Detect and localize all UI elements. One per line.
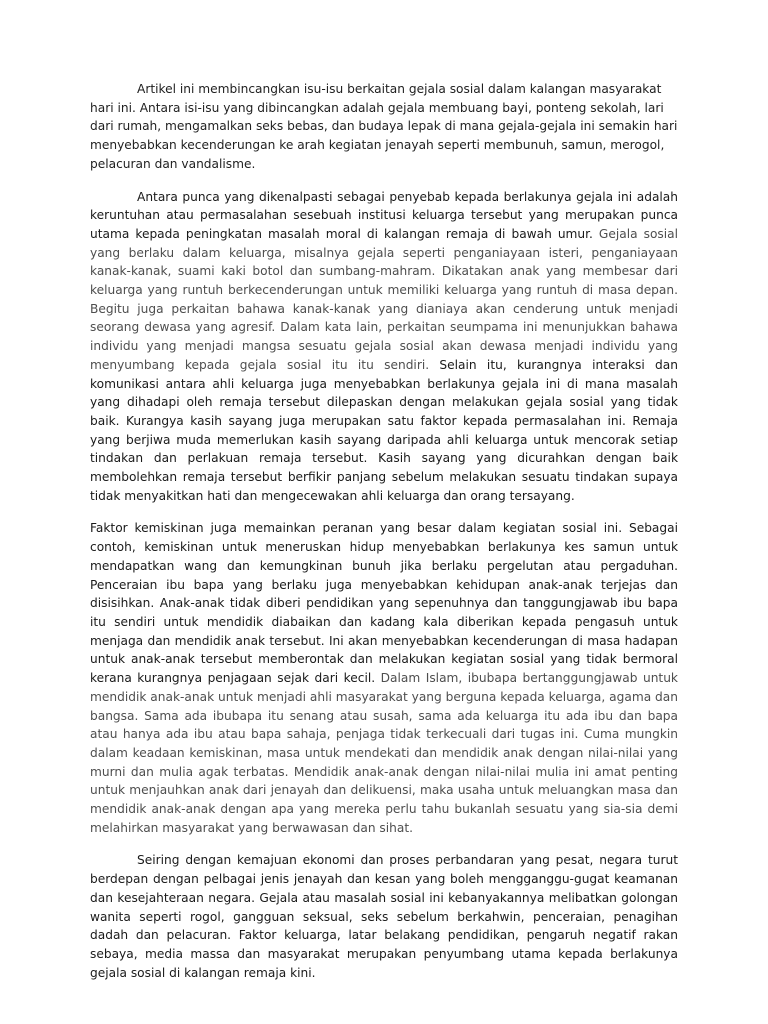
paragraph-text: Faktor kemiskinan juga memainkan peranan yang besar dalam kegiatan sosial ini. Sebagai contoh, kemiskinan untuk meneruskan hidup menyebabkan berlakunya kes samun untuk mendapatkan wang dan kemungkinan bunuh jika berlaku pergelutan atau pergaduhan. Penceraian ibu bapa yang berlaku juga menyebabkan kehidupan anak-anak terjejas dan disisihkan. Anak-anak tidak diberi pendidikan yang sepenuhnya dan tanggungjawab ibu bapa itu sendiri untuk mendidik diabaikan dan kadang kala diberikan kepada pengasuh untuk menjaga dan mendidik anak tersebut. Ini akan menyebabkan kecenderungan di masa hadapan untuk anak-anak tersebut memberontak dan melakukan kegiatan sosial yang tidak bermoral kerana kurangnya penjagaan sejak dari kecil. [90,521,678,686]
paragraph-family-causes [90,188,678,506]
paragraph-text: Antara punca yang dikenalpasti sebagai penyebab kepada berlakunya gejala ini adalah keruntuhan atau permasalahan sesebuah institusi keluarga tersebut yang merupakan punca utama kepada peningkatan masalah moral di kalangan remaja di bawah umur. [90,189,678,241]
paragraph-text-lighter: Dalam Islam, ibubapa bertanggungjawab untuk mendidik anak-anak untuk menjadi ahli masyarakat yang berguna kepada keluarga, agama dan bangsa. Sama ada ibubapa itu senang atau susah, sama ada keluarga itu ada ibu dan bapa atau hanya ada ibu atau bapa sahaja, penjaga tidak terkecuali dari tugas ini. Cuma mungkin dalam keadaan kemiskinan, masa untuk mendekati dan mendidik anak dengan nilai-nilai yang murni dan mulia agak terbatas. Mendidik anak-anak dengan nilai-nilai mulia ini amat penting untuk menjauhkan anak dari jenayah dan delikuensi, maka usaha untuk meluangkan masa dan mendidik anak-anak dengan apa yang mereka perlu tahu bukanlah sesuatu yang sia-sia demi melahirkan masyarakat yang berwawasan dan sihat. [90,671,678,835]
paragraph-introduction [90,80,678,174]
paragraph-poverty-factor [90,519,678,837]
paragraph-text-lighter: Gejala sosial yang berlaku dalam keluarga, misalnya gejala seperti penganiayaan isteri, penganiayaan kanak-kanak, suami kaki botol dan sumbang-mahram. Dikatakan anak yang membesar dari keluarga yang runtuh berkecenderungan untuk memiliki keluarga yang runtuh di masa depan. Begitu juga perkaitan bahawa kanak-kanak yang dianiaya akan cenderung untuk menjadi seorang dewasa yang agresif. Dalam kata lain, perkaitan seumpama ini menunjukkan bahawa individu yang menjadi mangsa sesuatu gejala sosial akan dewasa menjadi individu yang menyumbang kepada gejala sosial itu itu sendiri. [90,226,678,372]
paragraph-text: Artikel ini membincangkan isu-isu berkaitan gejala sosial dalam kalangan masyarakat hari ini. Antara isi-isu yang dibincangkan adalah gejala membuang bayi, ponteng sekolah, lari dari rumah, mengamalkan seks bebas, dan budaya lepak di mana gejala-gejala ini semakin hari menyebabkan kecenderungan ke arah kegiatan jenayah seperti membunuh, samun, merogol, pelacuran dan vandalisme. [90,82,678,171]
document-page [90,80,678,996]
paragraph-conclusion [90,851,678,982]
paragraph-text: Seiring dengan kemajuan ekonomi dan proses perbandaran yang pesat, negara turut berdepan dengan pelbagai jenis jenayah dan kesan yang boleh mengganggu-gugat keamanan dan kesejahteraan negara. Gejala atau masalah sosial ini kebanyakannya melibatkan golongan wanita seperti rogol, gangguan seksual, seks sebelum berkahwin, penceraian, penagihan dadah dan pelacuran. Faktor keluarga, latar belakang pendidikan, pengaruh negatif rakan sebaya, media massa dan masyarakat merupakan penyumbang utama kepada berlakunya gejala sosial di kalangan remaja kini. [90,853,678,980]
paragraph-text: Selain itu, kurangnya interaksi dan komunikasi antara ahli keluarga juga menyebabkan berlakunya gejala ini di mana masalah yang dihadapi oleh remaja tersebut dilepaskan dengan melakukan gejala sosial yang tidak baik. Kurangya kasih sayang juga merupakan satu faktor kepada permasalahan ini. Remaja yang berjiwa muda memerlukan kasih sayang daripada ahli keluarga untuk mencorak setiap tindakan dan perlakuan remaja tersebut. Kasih sayang yang dicurahkan dengan baik membolehkan remaja tersebut berfikir panjang sebelum melakukan sesuatu tindakan supaya tidak menyakitkan hati dan mengecewakan ahli keluarga dan orang tersayang. [90,357,678,503]
